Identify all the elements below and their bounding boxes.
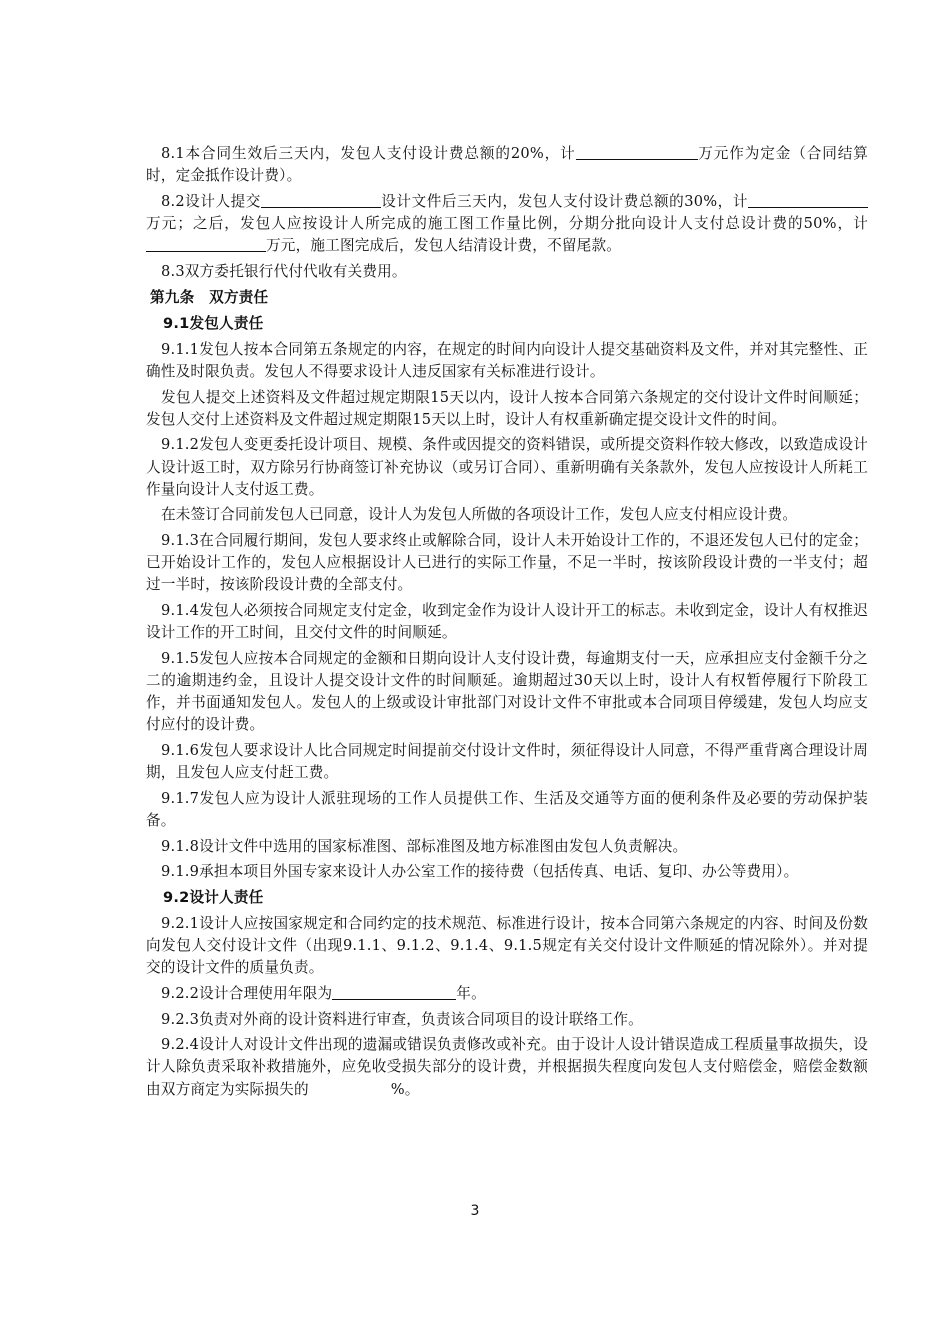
clause-9-1-7: 9.1.7发包人应为设计人派驻现场的工作人员提供工作、生活及交通等方面的便利条件及必要的劳动保护装备。	[146, 789, 868, 829]
blank-line	[748, 192, 828, 208]
clause-8-3: 8.3双方委托银行代付代收有关费用。	[161, 262, 407, 280]
blank-line	[332, 984, 456, 1000]
section-9-1-heading: 9.1发包人责任	[163, 315, 264, 333]
clause-8-2: 8.2设计人提交 设计文件后三天内，发包人支付设计费总额的30%，计万元；之后，发包人应按设计人所完成的施工图工作量比例，分期分批向设计人支付总设计费的50%，计万元，施工图完成后，发包人结清设计费，不留尾款。	[146, 192, 868, 255]
clause-9-1-1-cont: 发包人提交上述资料及文件超过规定期限15天以内，设计人按本合同第六条规定的交付设计文件时间顺延；发包人交付上述资料及文件超过规定期限15天以上时，设计人有权重新确定提交设计文件的时间。	[146, 388, 868, 428]
clause-9-1-6: 9.1.6发包人要求设计人比合同规定时间提前交付设计文件时，须征得设计人同意，不得严重背离合理设计周期，且发包人应支付赶工费。	[146, 741, 868, 782]
clause-9-1-1: 9.1.1发包人按本合同第五条规定的内容，在规定的时间内向设计人提交基础资料及文件，并对其完整性、正确性及时限负责。发包人不得要求设计人违反国家有关标准进行设计。	[146, 340, 868, 380]
section-9-2-heading: 9.2设计人责任	[163, 889, 264, 907]
clause-9-1-3: 9.1.3在合同履行期间，发包人要求终止或解除合同，设计人未开始设计工作的，不退还发包人已付的定金；已开始设计工作的，发包人应根据设计人已进行的实际工作量，不足一半时，按该阶段设计费的一半支付；超过一半时，按该阶段设计费的全部支付。	[146, 531, 868, 594]
clause-9-1-8: 9.1.8设计文件中选用的国家标准图、部标准图及地方标准图由发包人负责解决。	[161, 837, 688, 855]
page-number: 3	[470, 1203, 480, 1219]
article-9-heading: 第九条 双方责任	[150, 289, 269, 306]
clause-9-2-1: 9.2.1设计人应按国家规定和合同约定的技术规范、标准进行设计，按本合同第六条规定的内容、时间及份数向发包人交付设计文件（出现9.1.1、9.1.2、9.1.4、9.1.5规定有关交付设计文件顺延的情况除外）。并对提交的设计文件的质量负责。	[146, 914, 868, 977]
blank-line	[576, 144, 698, 160]
clause-9-2-4: 9.2.4设计人对设计文件出现的遗漏或错误负责修改或补充。由于设计人设计错误造成工程质量事故损失，设计人除负责采取补救措施外，应免收受损失部分的设计费，并根据损失程度向发包人支付赔偿金，赔偿金数额由双方商定为实际损失的 %。	[146, 1036, 868, 1098]
clause-9-1-4: 9.1.4发包人必须按合同规定支付定金，收到定金作为设计人设计开工的标志。未收到定金，设计人有权推迟设计工作的开工时间，且交付文件的时间顺延。	[146, 601, 868, 642]
clause-9-1-9: 9.1.9承担本项目外国专家来设计人办公室工作的接待费（包括传真、电话、复印、办公等费用）。	[161, 863, 799, 881]
document-body	[146, 143, 868, 1101]
clause-9-1-2: 9.1.2发包人变更委托设计项目、规模、条件或因提交的资料错误，或所提交资料作较大修改，以致造成设计人设计返工时，双方除另行协商签订补充协议（或另订合同）、重新明确有关条款外，发包人应按设计人所耗工作量向设计人支付返工费。	[146, 436, 868, 498]
clause-9-2-3: 9.2.3负责对外商的设计资料进行审查，负责该合同项目的设计联络工作。	[161, 1010, 643, 1028]
clause-8-1: 8.1本合同生效后三天内，发包人支付设计费总额的20%，计 万元作为定金（合同结算时，定金抵作设计费）。	[146, 145, 868, 185]
blank-line	[261, 192, 381, 208]
clause-9-1-5: 9.1.5发包人应按本合同规定的金额和日期向设计人支付设计费，每逾期支付一天，应承担应支付金额千分之二的逾期违约金，且设计人提交设计文件的时间顺延。逾期超过30天以上时，设计人有权暂停履行下阶段工作，并书面通知发包人。发包人的上级或设计审批部门对设计文件不审批或本合同项目停缓建，发包人均应支付应付的设计费。	[146, 649, 868, 734]
blank-line	[828, 192, 868, 208]
blank-line	[146, 236, 266, 252]
clause-9-2-2: 9.2.2设计合理使用年限为 年。	[161, 984, 486, 1002]
clause-9-1-2-cont: 在未签订合同前发包人已同意，设计人为发包人所做的各项设计工作，发包人应支付相应设计费。	[161, 506, 798, 524]
